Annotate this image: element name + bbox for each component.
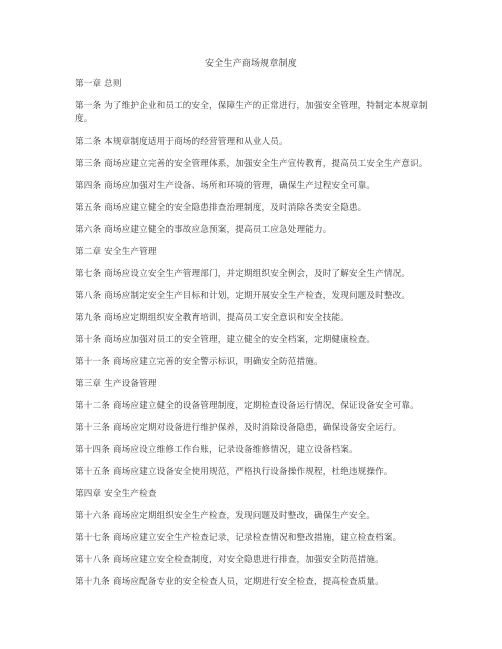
chapter-heading-4: 第四章 安全生产检查 <box>75 489 157 499</box>
document-title: 安全生产商场规章制度 <box>204 59 297 69</box>
chapter-heading-1: 第一章 总则 <box>75 79 122 89</box>
article-1: 第一条 为了维护企业和员工的安全，保障生产的正常进行，加强安全管理，特制定本规章制度。 <box>75 101 428 124</box>
article-15: 第十五条 商场应建立设备安全使用规范，严格执行设备操作规程，杜绝违规操作。 <box>75 467 393 477</box>
article-11: 第十一条 商场应建立完善的安全警示标识，明确安全防范措施。 <box>75 357 323 367</box>
article-6: 第六条 商场应建立健全的事故应急预案，提高员工应急处理能力。 <box>75 225 332 235</box>
chapter-heading-2: 第二章 安全生产管理 <box>75 247 157 257</box>
article-12: 第十二条 商场应建立健全的设备管理制度，定期检查设备运行情况，保证设备安全可靠。 <box>75 401 419 411</box>
article-17: 第十七条 商场应建立安全生产检查记录，记录检查情况和整改措施，建立检查档案。 <box>75 533 402 543</box>
article-5: 第五条 商场应建立健全的安全隐患排查治理制度，及时消除各类安全隐患。 <box>75 203 367 213</box>
article-8: 第八条 商场应制定安全生产目标和计划，定期开展安全生产检查，发现问题及时整改。 <box>75 291 411 301</box>
article-10: 第十条 商场应加强对员工的安全管理，建立健全的安全档案，定期健康检查。 <box>75 335 376 345</box>
article-14: 第十四条 商场应设立维修工作台账，记录设备维修情况，建立设备档案。 <box>75 445 358 455</box>
article-7: 第七条 商场应设立安全生产管理部门，并定期组织安全例会，及时了解安全生产情况。 <box>75 269 411 279</box>
article-13: 第十三条 商场应定期对设备进行维护保养，及时消除设备隐患，确保设备安全运行。 <box>75 423 402 433</box>
chapter-heading-3: 第三章 生产设备管理 <box>75 379 157 389</box>
article-9: 第九条 商场应定期组织安全教育培训，提高员工安全意识和安全技能。 <box>75 313 349 323</box>
article-3: 第三条 商场应建立完善的安全管理体系，加强安全生产宣传教育，提高员工安全生产意识。 <box>75 159 428 169</box>
article-16: 第十六条 商场应定期组织安全生产检查，发现问题及时整改，确保生产安全。 <box>75 511 376 521</box>
article-4: 第四条 商场应加强对生产设备、场所和环境的管理，确保生产过程安全可靠。 <box>75 181 376 191</box>
article-19: 第十九条 商场应配备专业的安全检查人员，定期进行安全检查，提高检查质量。 <box>75 577 384 587</box>
article-18: 第十八条 商场应建立安全检查制度，对安全隐患进行排查，加强安全防范措施。 <box>75 555 384 565</box>
article-2: 第二条 本规章制度适用于商场的经营管理和从业人员。 <box>75 137 288 147</box>
